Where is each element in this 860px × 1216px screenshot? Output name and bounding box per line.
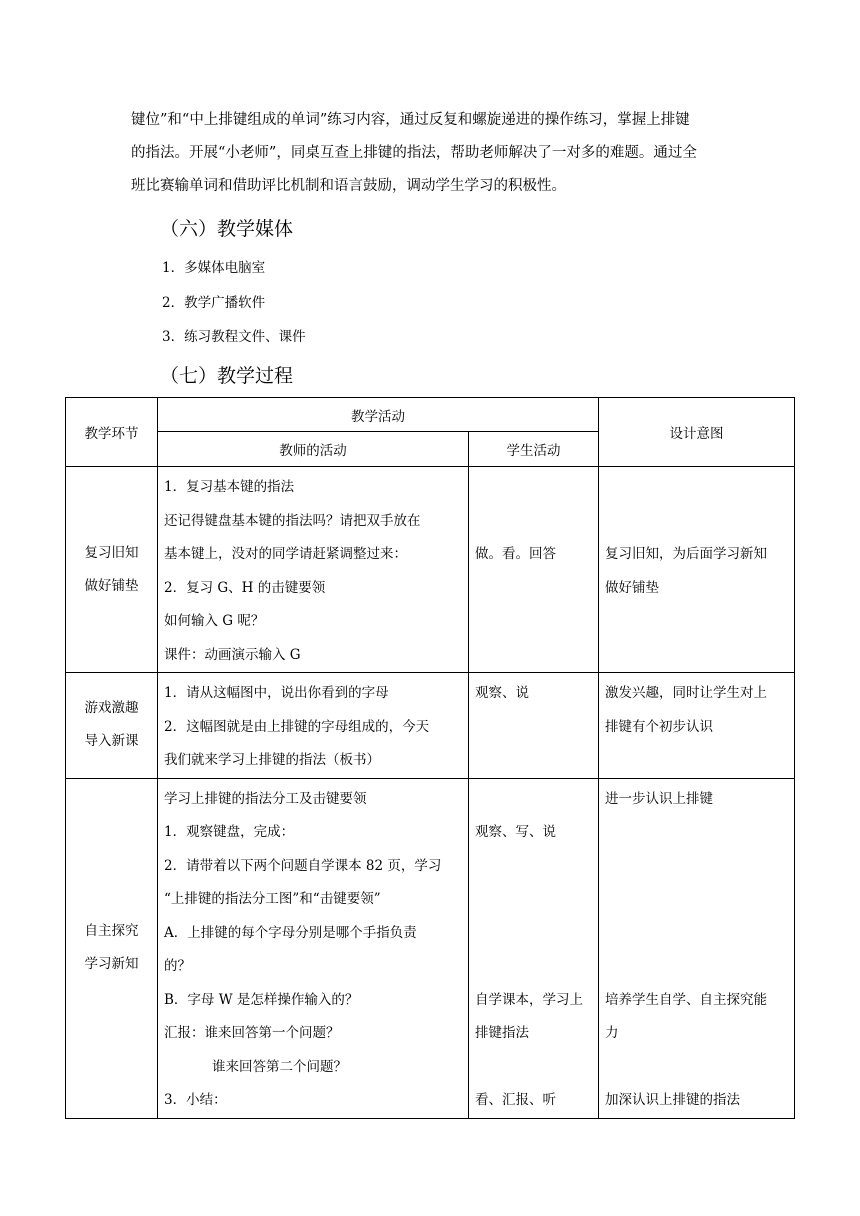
stage-line: 做好铺垫	[84, 577, 139, 594]
stage-cell	[66, 778, 158, 1118]
student-line: 看、汇报、听	[475, 1092, 556, 1108]
section-heading-process: （七）教学过程	[160, 365, 294, 387]
teacher-line: 汇报：谁来回答第一个问题？	[164, 1025, 340, 1041]
intro-line: 键位”和“中上排键组成的单词”练习内容，通过反复和螺旋递进的操作练习，掌握上排键	[131, 112, 690, 128]
header-stage: 教学环节	[66, 398, 158, 467]
intent-line: 进一步认识上排键	[605, 790, 713, 807]
teacher-line: 3．小结：	[164, 1092, 227, 1108]
teacher-line: 谁来回答第二个问题？	[212, 1058, 347, 1075]
teacher-line: 还记得键盘基本键的指法吗？请把双手放在	[164, 512, 421, 529]
table-row	[66, 673, 795, 779]
teacher-line: 2．复习 G、H 的击键要领	[164, 579, 326, 596]
intent-cell	[599, 467, 795, 673]
intent-line: 加深认识上排键的指法	[605, 1092, 740, 1108]
teacher-line: 的？	[164, 958, 191, 974]
media-item: 3．练习教程文件、课件	[162, 329, 306, 345]
teacher-line: 1．复习基本键的指法	[164, 479, 295, 495]
teaching-process-table	[65, 397, 795, 1119]
stage-line: 自主探究	[84, 923, 139, 939]
stage-line: 导入新课	[84, 733, 139, 750]
header-activity: 教学活动	[158, 398, 599, 432]
student-line: 排键指法	[475, 1025, 529, 1041]
header-teacher: 教师的活动	[158, 432, 469, 467]
student-cell	[469, 673, 599, 779]
table-row	[66, 778, 795, 1118]
intro-line: 的指法。开展“小老师”，同桌互查上排键的指法，帮助老师解决了一对多的难题。通过全	[131, 145, 697, 161]
teacher-cell	[158, 778, 469, 1118]
teacher-line: 学习上排键的指法分工及击键要领	[164, 790, 367, 807]
header-student: 学生活动	[469, 432, 599, 467]
teacher-line: “上排键的指法分工图”和“击键要领”	[164, 891, 381, 907]
teacher-cell	[158, 467, 469, 673]
stage-line: 学习新知	[84, 956, 139, 972]
teacher-line: 我们就来学习上排键的指法（板书）	[164, 752, 380, 768]
stage-cell	[66, 673, 158, 779]
student-line: 自学课本，学习上	[475, 991, 583, 1008]
teacher-line: 课件：动画演示输入 G	[164, 646, 301, 663]
intent-line: 做好铺垫	[605, 579, 659, 596]
teacher-cell	[158, 673, 469, 779]
header-intent: 设计意图	[599, 398, 795, 467]
student-line: 观察、说	[475, 685, 529, 701]
student-line: 做。看。回答	[475, 546, 556, 562]
intro-paragraph	[131, 104, 741, 203]
student-cell	[469, 467, 599, 673]
teacher-line: 如何输入 G 呢？	[164, 613, 265, 629]
teacher-line: 基本键上，没对的同学请赶紧调整过来：	[164, 546, 407, 562]
stage-line: 复习旧知	[84, 544, 139, 561]
student-cell	[469, 778, 599, 1118]
section-heading-media: （六）教学媒体	[160, 218, 294, 240]
stage-line: 游戏激趣	[84, 700, 139, 717]
teacher-line: B．字母 W 是怎样操作输入的？	[164, 991, 359, 1008]
teacher-line: A．上排键的每个字母分别是哪个手指负责	[164, 924, 417, 941]
media-list	[162, 257, 306, 361]
intro-line: 班比赛输单词和借助评比机制和语言鼓励，调动学生学习的积极性。	[131, 178, 566, 194]
intent-cell	[599, 778, 795, 1118]
student-line: 观察、写、说	[475, 824, 556, 840]
intent-line: 激发兴趣，同时让学生对上	[605, 685, 767, 701]
teacher-line: 2．请带着以下两个问题自学课本 82 页，学习	[164, 857, 442, 874]
table-row	[66, 467, 795, 673]
intent-line: 复习旧知，为后面学习新知	[605, 546, 767, 562]
intent-line: 培养学生自学、自主探究能	[605, 991, 767, 1008]
stage-cell	[66, 467, 158, 673]
intent-cell	[599, 673, 795, 779]
teacher-line: 1．请从这幅图中，说出你看到的字母	[164, 685, 389, 701]
teacher-line: 1．观察键盘，完成：	[164, 824, 295, 840]
media-item: 2．教学广播软件	[162, 294, 266, 311]
media-item: 1．多媒体电脑室	[162, 260, 266, 276]
intent-line: 排键有个初步认识	[605, 718, 713, 735]
teacher-line: 2．这幅图就是由上排键的字母组成的，今天	[164, 718, 430, 735]
intent-line: 力	[605, 1025, 619, 1041]
